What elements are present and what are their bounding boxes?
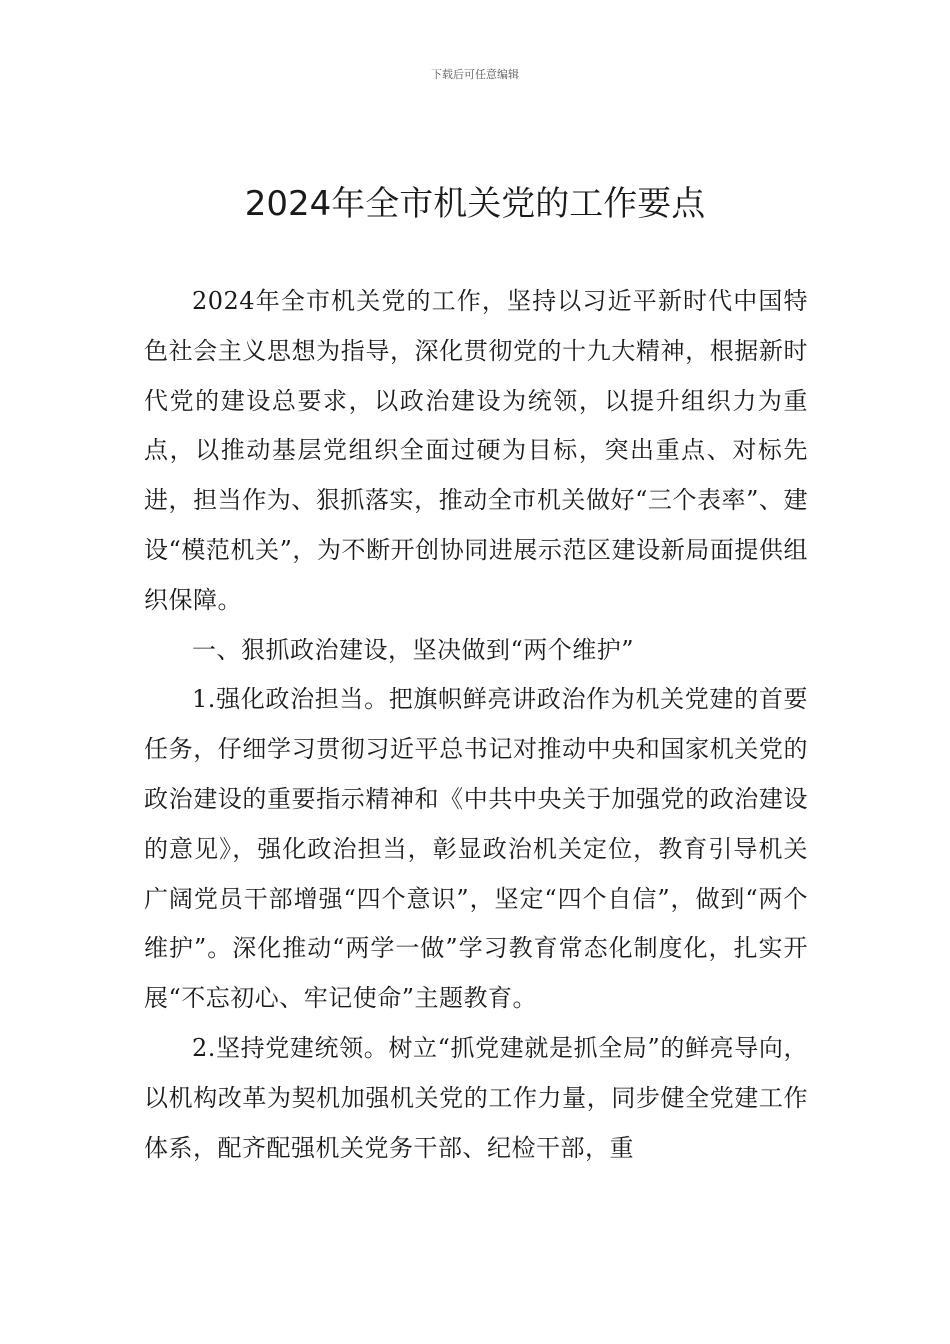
header-note: 下载后可任意编辑 xyxy=(431,68,519,81)
item-paragraph-1: 1.强化政治担当。把旗帜鲜亮讲政治作为机关党建的首要任务，仔细学习贯彻习近平总书记对推动中央和国家机关党的政治建设的重要指示精神和《中共中央关于加强党的政治建设的意见》，强化政治担当，彰显政治机关定位，教育引导机关广阔党员干部增强“四个意识”，坚定“四个自信”，做到“两个维护”。深化推动“两学一做”学习教育常态化制度化，扎实开展“不忘初心、牢记使命”主题教育。 xyxy=(144,685,808,1013)
page-title: 2024年全市机关党的工作要点 xyxy=(244,184,706,224)
intro-paragraph: 2024年全市机关党的工作，坚持以习近平新时代中国特色社会主义思想为指导，深化贯彻党的十九大精神，根据新时代党的建设总要求，以政治建设为统领，以提升组织力为重点，以推动基层党组织全面过硬为目标，突出重点、对标先进，担当作为、狠抓落实，推动全市机关做好“三个表率”、建设“模范机关”，为不断开创协同进展示范区建设新局面提供组织保障。 xyxy=(144,287,808,614)
item-paragraph-2: 2.坚持党建统领。树立“抓党建就是抓全局”的鲜亮导向，以机构改革为契机加强机关党的工作力量，同步健全党建工作体系，配齐配强机关党务干部、纪检干部，重 xyxy=(144,1033,808,1162)
document-body xyxy=(144,277,808,1173)
section-heading-1: 一、狠抓政治建设，坚决做到“两个维护” xyxy=(192,635,635,664)
